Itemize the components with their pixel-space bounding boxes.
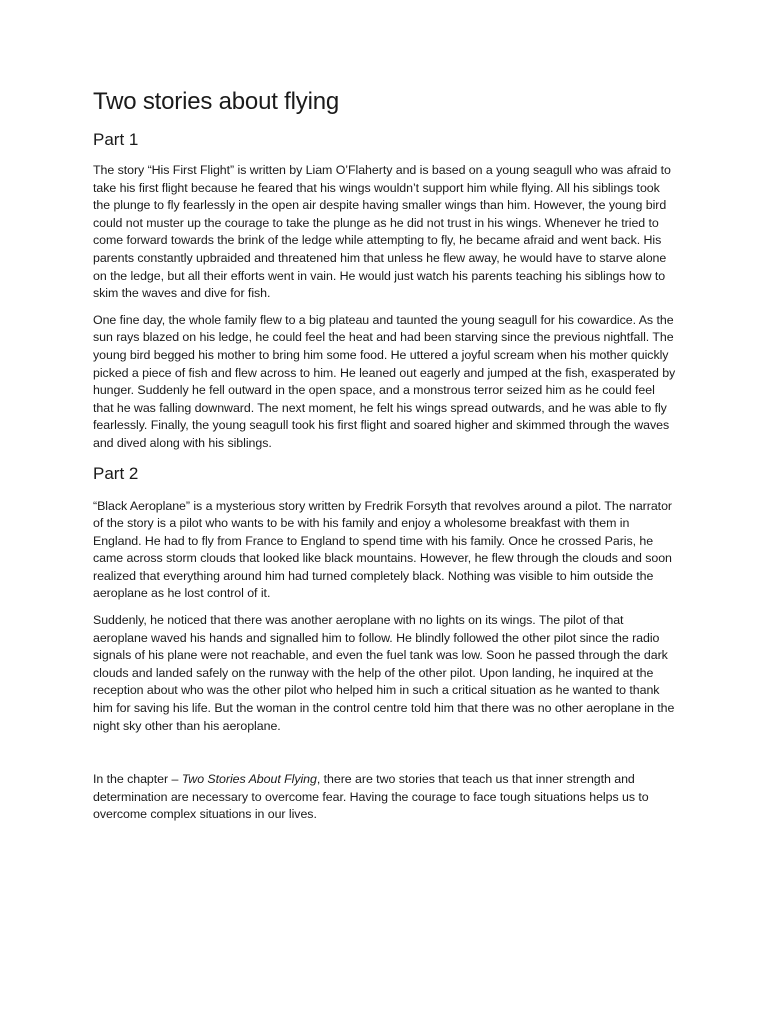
- document-page: [93, 88, 677, 824]
- conclusion-lead: In the chapter –: [93, 772, 182, 787]
- conclusion-rest: , there are two stories that teach us that inner strength and determination are necessary to overcome fear. Having the courage to face tough situations helps us to overcome complex situations in our lives.: [93, 772, 649, 822]
- part-1-paragraph-1: The story “His First Flight” is written by Liam O’Flaherty and is based on a young seagull who was afraid to take his first flight because he feared that his wings wouldn’t support him while flying. All his siblings took the plunge to fly fearlessly in the open air despite having smaller wings than him. However, the young bird could not muster up the courage to take the plunge as he did not trust in his wings. Whenever he tried to come forward towards the brink of the ledge while attempting to fly, he became afraid and went back. His parents constantly upbraided and threatened him that unless he flew away, he would have to starve alone on the ledge, but all their efforts went in vain. He would just watch his parents teaching his siblings how to skim the waves and dive for fish.: [93, 163, 671, 301]
- part-1-paragraph-2: One fine day, the whole family flew to a big plateau and taunted the young seagull for his cowardice. As the sun rays blazed on his ledge, he could feel the heat and had been starving since the previous nightfall. The young bird begged his mother to bring him some food. He uttered a joyful scream when his mother quickly picked a piece of fish and flew across to him. He leaned out eagerly and jumped at the fish, exasperated by hunger. Suddenly he fell outward in the open space, and a monstrous terror seized him as he could feel that he was falling downward. The next moment, he felt his wings spread outwards, and he was able to fly fearlessly. Finally, the young seagull took his first flight and soared higher and skimmed through the waves and dived along with his siblings.: [93, 312, 676, 450]
- conclusion-book-title: Two Stories About Flying: [181, 772, 317, 787]
- part-2-paragraph-1: “Black Aeroplane” is a mysterious story written by Fredrik Forsyth that revolves around a pilot. The narrator of the story is a pilot who wants to be with his family and enjoy a wholesome breakfast with them in England. He had to fly from France to England to spend time with his family. Once he crossed Paris, he came across storm clouds that looked like black mountains. However, he flew through the clouds and soon realized that everything around him had turned completely black. Nothing was visible to him outside the aeroplane as he lost control of it.: [93, 498, 672, 601]
- part-1-heading: Part 1: [93, 130, 139, 149]
- part-2-paragraph-2: Suddenly, he noticed that there was another aeroplane with no lights on its wings. The pilot of that aeroplane waved his hands and signalled him to follow. He blindly followed the other pilot since the radio signals of his plane were not reachable, and even the fuel tank was low. Soon he passed through the dark clouds and landed safely on the runway with the help of the other pilot. Upon landing, he inquired at the reception about who was the other pilot who helped him in such a critical situation as he wanted to thank him for saving his life. But the woman in the control centre told him that there was no other aeroplane in the night sky other than his aeroplane.: [93, 613, 675, 733]
- conclusion-paragraph: [93, 771, 677, 824]
- document-title: Two stories about flying: [93, 88, 339, 115]
- part-2-heading: Part 2: [93, 463, 139, 483]
